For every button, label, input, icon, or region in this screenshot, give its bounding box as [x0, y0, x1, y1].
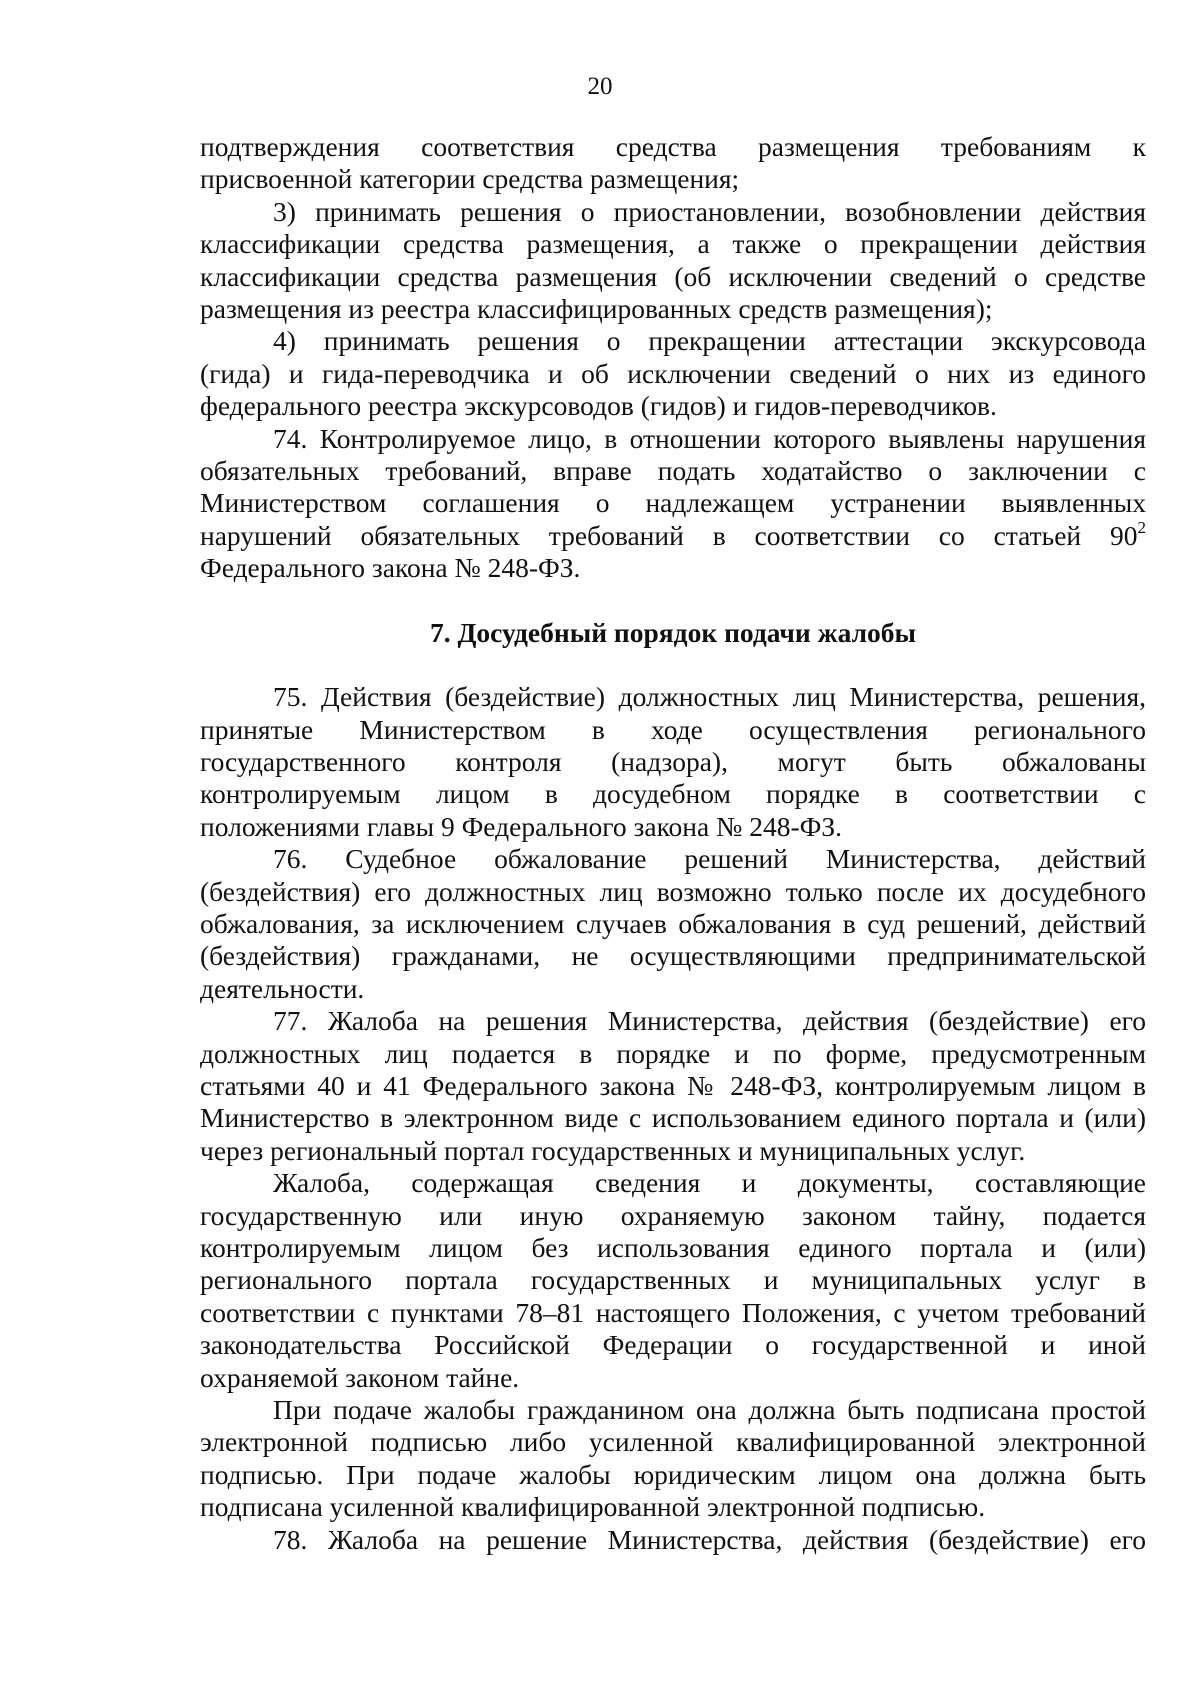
paragraph-75 — [200, 681, 1146, 843]
paragraph-78 — [200, 1524, 1146, 1556]
text-line: положениями главы 9 Федерального закона № 248-ФЗ. — [200, 810, 842, 842]
text-line: подписана усиленной квалифицированной электронной подписью. — [200, 1491, 986, 1523]
text-line: 75. Действия (бездействие) должностных лиц Министерства, решения, — [273, 681, 1146, 713]
text-line: статьями 40 и 41 Федерального закона № 248-ФЗ, контролируемым лицом в — [200, 1069, 1146, 1101]
text-line: подтверждения соответствия средства размещения требованиям к — [200, 131, 1146, 162]
text-line: Жалоба, содержащая сведения и документы, составляющие — [273, 1167, 1146, 1199]
text-line: Министерством соглашения о надлежащем устранении выявленных — [200, 487, 1146, 519]
text-line: через региональный портал государственных и муниципальных услуг. — [200, 1134, 1026, 1166]
text-line: 3) принимать решения о приостановлении, возобновлении действия — [273, 195, 1146, 227]
paragraph-item-4 — [200, 325, 1146, 422]
text-line: контролируемым лицом в досудебном порядке в соответствии с — [200, 778, 1146, 810]
text-line: При подаче жалобы гражданином она должна быть подписана простой — [273, 1394, 1146, 1426]
text-line: должностных лиц подается в порядке и по форме, предусмотренным — [200, 1037, 1146, 1069]
text-line: классификации средства размещения, а также о прекращении действия — [200, 228, 1146, 260]
text-line: подписью. При подаче жалобы юридическим лицом она должна быть — [200, 1458, 1146, 1490]
text-line: 78. Жалоба на решение Министерства, действия (бездействие) его — [273, 1523, 1146, 1555]
text-line: 74. Контролируемое лицо, в отношении которого выявлены нарушения — [273, 422, 1146, 454]
paragraph-item-3 — [200, 196, 1146, 326]
text-line: государственную или иную охраняемую законом тайну, подается — [200, 1199, 1146, 1231]
paragraph-76 — [200, 843, 1146, 1005]
text-line: размещения из реестра классифицированных средств размещения); — [200, 293, 993, 325]
text-line: присвоенной категории средства размещения; — [200, 163, 740, 195]
text-line: Федерального закона № 248-ФЗ. — [200, 552, 581, 584]
paragraph-77-signature — [200, 1394, 1146, 1524]
text-line: (бездействия) гражданами, не осуществляющими предпринимательской — [200, 940, 1146, 972]
document-body — [200, 131, 1146, 1556]
paragraph-74 — [200, 423, 1146, 585]
paragraph-continuation — [200, 131, 1146, 196]
text-line: федерального реестра экскурсоводов (гидов) и гидов-переводчиков. — [200, 390, 997, 422]
superscript: 2 — [1137, 517, 1146, 537]
text-line: 4) принимать решения о прекращении аттестации экскурсовода — [273, 325, 1146, 357]
text-line: электронной подписью либо усиленной квалифицированной электронной — [200, 1426, 1146, 1458]
text-line: обязательных требований, вправе подать ходатайство о заключении с — [200, 455, 1146, 487]
section-heading: 7. Досудебный порядок подачи жалобы — [429, 616, 916, 648]
text-line: принятые Министерством в ходе осуществления регионального — [200, 713, 1146, 745]
text-line: государственного контроля (надзора), могут быть обжалованы — [200, 745, 1146, 777]
text-line: контролируемым лицом без использования единого портала и (или) — [200, 1232, 1146, 1263]
text-line: соответствии с пунктами 78–81 настоящего Положения, с учетом требований — [200, 1296, 1146, 1328]
paragraph-77-secret — [200, 1167, 1146, 1394]
page-number: 20 — [587, 73, 613, 100]
text-line: классификации средства размещения (об исключении сведений о средстве — [200, 260, 1146, 292]
text-line-with-superscript — [200, 517, 1146, 552]
paragraph-77 — [200, 1005, 1146, 1167]
text-line: (гида) и гида-переводчика и об исключении сведений о них из единого — [200, 357, 1146, 389]
text-line: 77. Жалоба на решения Министерства, действия (бездействие) его — [273, 1005, 1146, 1037]
text-line: (бездействия) его должностных лиц возможно только после их досудебного — [200, 875, 1146, 907]
text-line: законодательства Российской Федерации о государственной и иной — [200, 1329, 1146, 1361]
text-line: нарушений обязательных требований в соответствии со статьей 90 — [200, 519, 1138, 551]
text-line: деятельности. — [200, 972, 365, 1004]
text-line: регионального портала государственных и муниципальных услуг в — [200, 1264, 1146, 1296]
text-line: охраняемой законом тайне. — [200, 1361, 520, 1393]
text-line: Министерство в электронном виде с использованием единого портала и (или) — [200, 1102, 1146, 1134]
text-line: 76. Судебное обжалование решений Министерства, действий — [273, 843, 1146, 875]
text-line: обжалования, за исключением случаев обжалования в суд решений, действий — [200, 907, 1146, 939]
